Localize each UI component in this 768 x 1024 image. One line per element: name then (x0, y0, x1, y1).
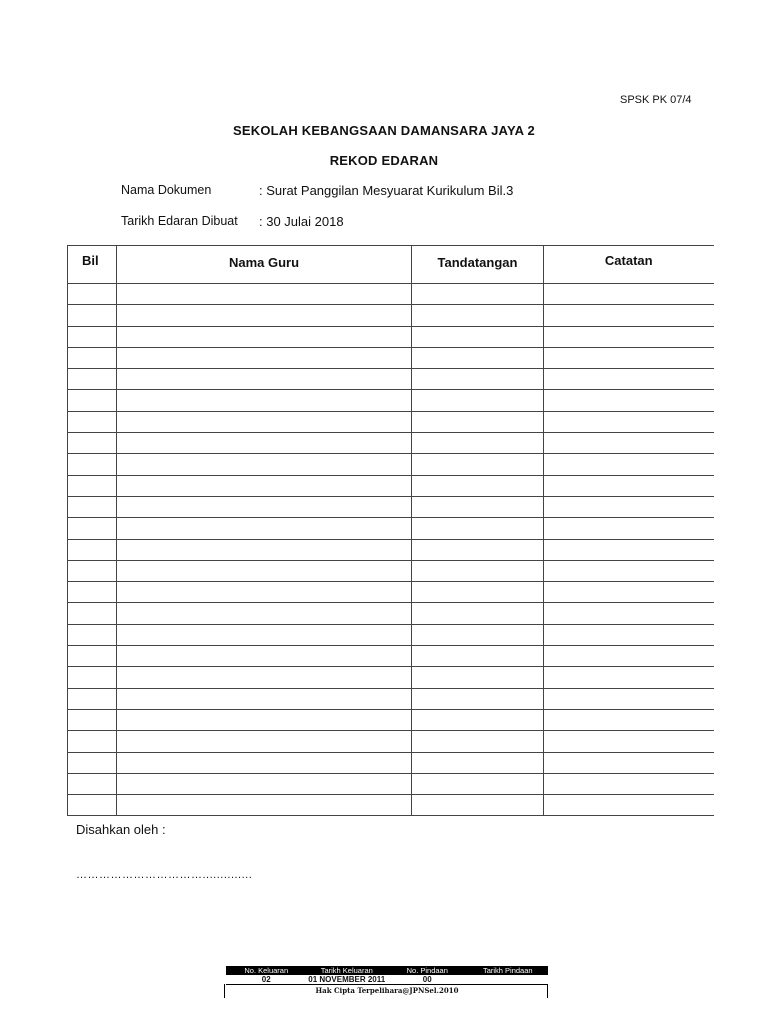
nama-guru-cell[interactable] (117, 475, 412, 496)
nama-guru-cell[interactable] (117, 560, 412, 581)
table-row (68, 646, 714, 667)
nama-guru-cell[interactable] (117, 347, 412, 368)
catatan-cell[interactable] (544, 624, 714, 645)
record-title: REKOD EDARAN (329, 153, 439, 168)
nama-guru-cell[interactable] (117, 709, 412, 730)
catatan-cell[interactable] (544, 646, 714, 667)
bil-cell[interactable] (68, 795, 117, 816)
tandatangan-cell[interactable] (412, 688, 544, 709)
table-row (68, 496, 714, 517)
bil-cell[interactable] (68, 709, 117, 730)
table-row (68, 454, 714, 475)
signature-line: …………………………….............. (76, 869, 253, 881)
table-row (68, 582, 714, 603)
tandatangan-cell[interactable] (412, 284, 544, 305)
nama-guru-cell[interactable] (117, 539, 412, 560)
bil-cell[interactable] (68, 347, 117, 368)
catatan-cell[interactable] (544, 518, 714, 539)
bil-cell[interactable] (68, 582, 117, 603)
bil-cell[interactable] (68, 603, 117, 624)
table-row (68, 667, 714, 688)
tandatangan-cell[interactable] (412, 795, 544, 816)
bil-cell[interactable] (68, 752, 117, 773)
footer-header-tarikh-pindaan: Tarikh Pindaan (468, 966, 549, 975)
table-row (68, 475, 714, 496)
table-row (68, 752, 714, 773)
bil-cell[interactable] (68, 688, 117, 709)
nama-guru-cell[interactable] (117, 795, 412, 816)
document-label: Nama Dokumen (121, 183, 212, 197)
nama-guru-cell[interactable] (117, 305, 412, 326)
table-row (68, 560, 714, 581)
bil-cell[interactable] (68, 731, 117, 752)
footer-header-tarikh-keluaran: Tarikh Keluaran (307, 966, 388, 975)
table-row (68, 603, 714, 624)
bil-cell[interactable] (68, 646, 117, 667)
bil-cell[interactable] (68, 518, 117, 539)
column-header-tandatangan: Tandatangan (412, 246, 544, 284)
catatan-cell[interactable] (544, 411, 714, 432)
catatan-cell[interactable] (544, 496, 714, 517)
bil-cell[interactable] (68, 369, 117, 390)
table-row (68, 688, 714, 709)
table-row (68, 369, 714, 390)
footer-header-row (226, 966, 548, 975)
catatan-cell[interactable] (544, 795, 714, 816)
nama-guru-cell[interactable] (117, 773, 412, 794)
nama-guru-cell[interactable] (117, 433, 412, 454)
catatan-cell[interactable] (544, 709, 714, 730)
approved-by-label: Disahkan oleh : (76, 822, 166, 837)
tandatangan-cell[interactable] (412, 752, 544, 773)
document-footer (226, 966, 548, 998)
bil-cell[interactable] (68, 284, 117, 305)
nama-guru-cell[interactable] (117, 518, 412, 539)
catatan-cell[interactable] (544, 688, 714, 709)
table-row (68, 518, 714, 539)
table-row (68, 305, 714, 326)
school-name: SEKOLAH KEBANGSAAN DAMANSARA JAYA 2 (233, 123, 535, 138)
tandatangan-cell[interactable] (412, 709, 544, 730)
nama-guru-cell[interactable] (117, 624, 412, 645)
table-header-row (68, 246, 714, 284)
tandatangan-cell[interactable] (412, 624, 544, 645)
bil-cell[interactable] (68, 624, 117, 645)
bil-cell[interactable] (68, 305, 117, 326)
footer-header-no-keluaran: No. Keluaran (226, 966, 307, 975)
nama-guru-cell[interactable] (117, 646, 412, 667)
column-header-bil: Bil (68, 246, 117, 284)
bil-cell[interactable] (68, 560, 117, 581)
footer-value-tarikh-pindaan (468, 975, 549, 985)
tandatangan-cell[interactable] (412, 773, 544, 794)
tandatangan-cell[interactable] (412, 603, 544, 624)
tandatangan-cell[interactable] (412, 433, 544, 454)
catatan-cell[interactable] (544, 773, 714, 794)
bil-cell[interactable] (68, 411, 117, 432)
form-code: SPSK PK 07/4 (620, 94, 692, 106)
catatan-cell[interactable] (544, 603, 714, 624)
footer-value-tarikh-keluaran: 01 NOVEMBER 2011 (308, 975, 386, 984)
bil-cell[interactable] (68, 454, 117, 475)
table-row (68, 624, 714, 645)
nama-guru-cell[interactable] (117, 496, 412, 517)
bil-cell[interactable] (68, 496, 117, 517)
table-row (68, 539, 714, 560)
copyright-notice: Hak Cipta Terpelihara@JPNSel.2010 (315, 986, 459, 995)
bil-cell[interactable] (68, 667, 117, 688)
catatan-cell[interactable] (544, 475, 714, 496)
date-label: Tarikh Edaran Dibuat (121, 214, 238, 228)
date-value: : 30 Julai 2018 (259, 214, 344, 229)
catatan-cell[interactable] (544, 284, 714, 305)
column-header-catatan: Catatan (544, 246, 714, 284)
document-value: : Surat Panggilan Mesyuarat Kurikulum Bil.3 (259, 183, 514, 198)
table-row (68, 773, 714, 794)
table-row (68, 347, 714, 368)
catatan-cell[interactable] (544, 326, 714, 347)
bil-cell[interactable] (68, 433, 117, 454)
bil-cell[interactable] (68, 390, 117, 411)
catatan-cell[interactable] (544, 560, 714, 581)
tandatangan-cell[interactable] (412, 475, 544, 496)
tandatangan-cell[interactable] (412, 411, 544, 432)
table-row (68, 390, 714, 411)
nama-guru-cell[interactable] (117, 603, 412, 624)
tandatangan-cell[interactable] (412, 518, 544, 539)
tandatangan-cell[interactable] (412, 560, 544, 581)
bil-cell[interactable] (68, 326, 117, 347)
nama-guru-cell[interactable] (117, 688, 412, 709)
tandatangan-cell[interactable] (412, 539, 544, 560)
catatan-cell[interactable] (544, 539, 714, 560)
nama-guru-cell[interactable] (117, 284, 412, 305)
tandatangan-cell[interactable] (412, 390, 544, 411)
nama-guru-cell[interactable] (117, 667, 412, 688)
nama-guru-cell[interactable] (117, 390, 412, 411)
table-row (68, 731, 714, 752)
table-row (68, 411, 714, 432)
table-row (68, 795, 714, 816)
table-row (68, 433, 714, 454)
tandatangan-cell[interactable] (412, 326, 544, 347)
catatan-cell[interactable] (544, 433, 714, 454)
column-header-nama-guru: Nama Guru (117, 246, 412, 284)
catatan-cell[interactable] (544, 731, 714, 752)
circulation-table (67, 245, 714, 816)
nama-guru-cell[interactable] (117, 582, 412, 603)
catatan-cell[interactable] (544, 667, 714, 688)
bil-cell[interactable] (68, 773, 117, 794)
nama-guru-cell[interactable] (117, 731, 412, 752)
catatan-cell[interactable] (544, 369, 714, 390)
tandatangan-cell[interactable] (412, 454, 544, 475)
catatan-cell[interactable] (544, 390, 714, 411)
footer-value-row (226, 975, 548, 985)
tandatangan-cell[interactable] (412, 369, 544, 390)
catatan-cell[interactable] (544, 582, 714, 603)
table-row (68, 326, 714, 347)
tandatangan-cell[interactable] (412, 646, 544, 667)
nama-guru-cell[interactable] (117, 411, 412, 432)
footer-header-no-pindaan: No. Pindaan (387, 966, 468, 975)
tandatangan-cell[interactable] (412, 667, 544, 688)
tandatangan-cell[interactable] (412, 582, 544, 603)
bil-cell[interactable] (68, 475, 117, 496)
catatan-cell[interactable] (544, 305, 714, 326)
tandatangan-cell[interactable] (412, 731, 544, 752)
nama-guru-cell[interactable] (117, 454, 412, 475)
footer-value-no-keluaran: 02 (261, 975, 271, 984)
bil-cell[interactable] (68, 539, 117, 560)
footer-value-no-pindaan: 00 (422, 975, 432, 984)
catatan-cell[interactable] (544, 752, 714, 773)
tandatangan-cell[interactable] (412, 347, 544, 368)
table-row (68, 709, 714, 730)
tandatangan-cell[interactable] (412, 496, 544, 517)
nama-guru-cell[interactable] (117, 326, 412, 347)
nama-guru-cell[interactable] (117, 752, 412, 773)
tandatangan-cell[interactable] (412, 305, 544, 326)
table-row (68, 284, 714, 305)
catatan-cell[interactable] (544, 454, 714, 475)
nama-guru-cell[interactable] (117, 369, 412, 390)
catatan-cell[interactable] (544, 347, 714, 368)
